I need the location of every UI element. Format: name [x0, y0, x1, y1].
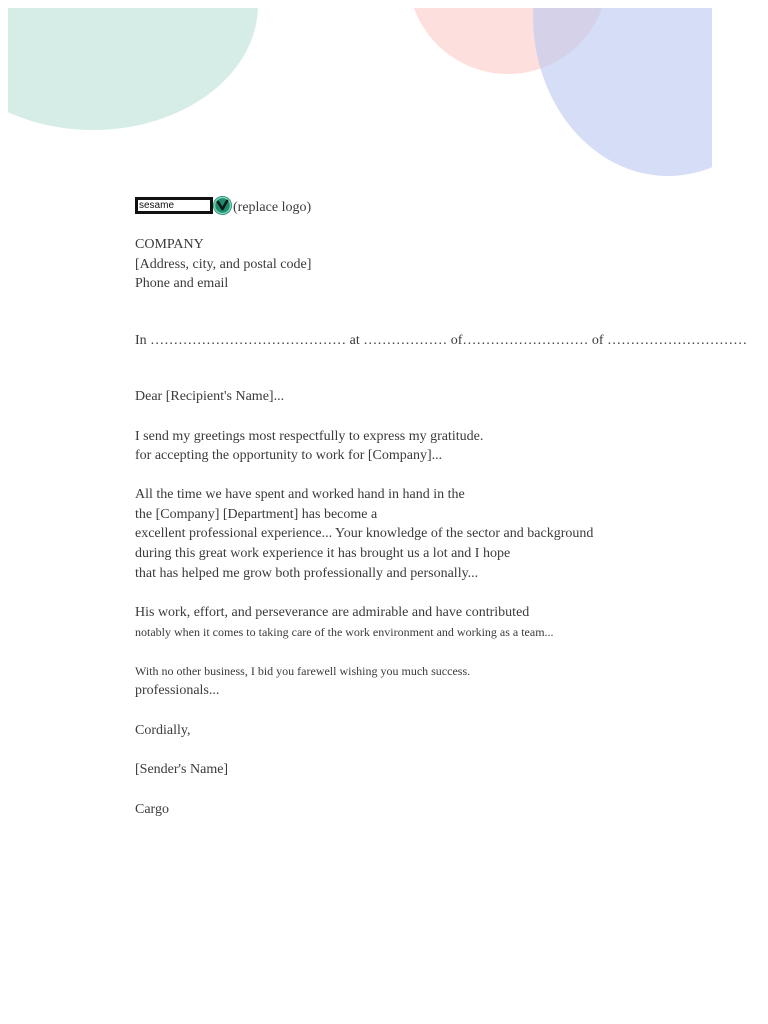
decor-blob-green: [8, 8, 258, 130]
paragraph4-line1: With no other business, I bid you farewell wishing you much success.: [135, 664, 471, 678]
paragraph2-line3: excellent professional experience... Your knowledge of the sector and background: [135, 526, 594, 541]
header-decoration: [8, 8, 712, 188]
sesame-check-icon: [213, 196, 232, 215]
paragraph2-line5: that has helped me grow both professionally and personally...: [135, 566, 479, 581]
decor-blob-blue: [533, 8, 712, 176]
paragraph3-line2: notably when it comes to taking care of the work environment and working as a team...: [135, 625, 554, 639]
paragraph2-line1: All the time we have spent and worked hand in hand in the: [135, 487, 465, 502]
paragraph2-line2: the [Company] [Department] has become a: [135, 507, 378, 522]
logo-brand-text: sesame: [139, 199, 175, 211]
date-place-line: In …………………………………… at ……………… of……………………… of …………………………: [135, 333, 748, 348]
greeting: Dear [Recipient's Name]...: [135, 389, 285, 404]
sender-name: [Sender's Name]: [135, 762, 229, 777]
paragraph3-line1: His work, effort, and perseverance are admirable and have contributed: [135, 605, 530, 620]
company-contact: Phone and email: [135, 276, 229, 291]
paragraph2-line4: during this great work experience it has brought us a lot and I hope: [135, 546, 511, 561]
closing: Cordially,: [135, 723, 191, 738]
company-name: COMPANY: [135, 237, 204, 252]
replace-logo-label: (replace logo): [233, 200, 312, 215]
sender-role: Cargo: [135, 802, 169, 817]
paragraph1-line1: I send my greetings most respectfully to express my gratitude.: [135, 429, 484, 444]
paragraph4-line2: professionals...: [135, 683, 220, 698]
logo-placeholder[interactable]: [135, 197, 213, 214]
paragraph1-line2: for accepting the opportunity to work for [Company]...: [135, 448, 443, 463]
company-address: [Address, city, and postal code]: [135, 257, 312, 272]
logo-row: [135, 192, 311, 218]
